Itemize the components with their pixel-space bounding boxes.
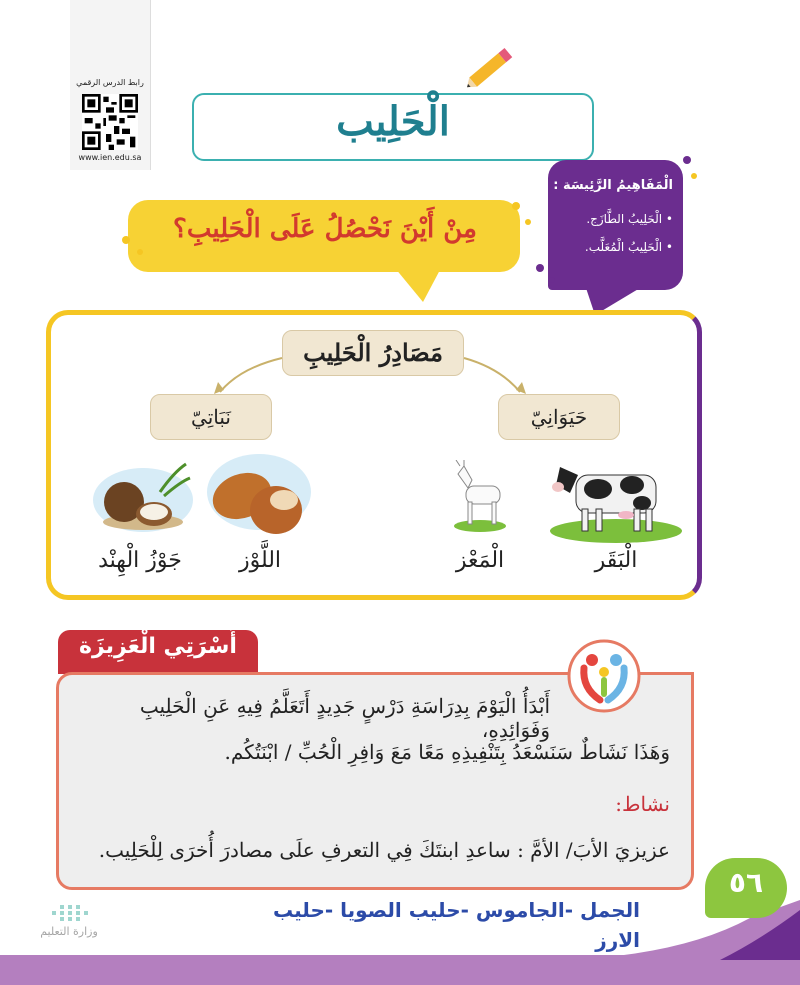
key-concepts-heading: الْمَفَاهِيمُ الرَّئِيسَة : [553,178,673,193]
family-icon [566,638,642,714]
qr-label: رابط الدرس الرقمي [76,78,144,87]
source-label-cow: الْبَقَر [594,548,638,573]
activity-label: نشاط: [615,792,670,816]
page-title: الْحَلِيب [336,98,450,145]
cow-illustration [546,445,688,545]
page-number: ٥٦ [728,866,764,899]
family-message-line: أَبْدَأُ الْيَوْمَ بِدِرَاسَةِ دَرْسٍ جَدِيدٍ أَتَعَلَّمُ فِيهِ عَنِ الْحَلِيبِ وَفَوَائِدِهِ، [139,694,550,742]
handwritten-note-line: الارز [595,928,640,952]
pencil-icon [460,40,520,96]
source-label-coconut: جَوْزُ الْهِنْد [98,548,182,573]
handwritten-note-line: الجمل -الجاموس -حليب الصويا -حليب [272,898,640,922]
family-message-line: وَهَذَا نَشَاطٌ سَنَسْعَدُ بِتَنْفِيذِهِ مَعًا مَعَ وَافِرِ الْحُبِّ / ابْنَتُكُم. [224,740,670,764]
diagram-arrows [200,350,540,400]
goat-illustration [450,460,510,532]
animal-category: حَيَوَانِيّ [498,394,620,440]
qr-url[interactable]: www.ien.edu.sa [78,153,142,162]
concept-item: • الْحَلِيبُ الْمُعَلَّب. [584,240,673,254]
concept-item: • الْحَلِيبُ الطَّازَج. [586,212,673,226]
question-text: مِنْ أَيْنَ نَحْصُلُ عَلَى الْحَلِيبِ؟ [173,214,477,244]
family-title: أُسْرَتِي الْعَزِيزَة [79,634,237,659]
ministry-label: وزارة التعليم [40,925,98,938]
activity-text: عزيزيَ الأبَ/ الأمَّ : ساعدِ ابنتَكَ فِي التعرفِ علَى مصادرَ أُخرَى لِلْحَلِيب. [98,838,670,862]
qr-code[interactable] [82,94,138,150]
plant-category: نَبَاتِيّ [150,394,272,440]
source-label-goat: الْمَعْز [455,548,505,573]
milk-sources-heading: مَصَادِرُ الْحَلِيبِ [282,330,464,376]
decor-dots-yellow [120,196,540,276]
decor-dots-purple [532,150,702,290]
almonds-illustration [204,452,314,544]
source-label-almond: اللَّوْز [238,548,282,573]
coconut-illustration [90,458,196,538]
